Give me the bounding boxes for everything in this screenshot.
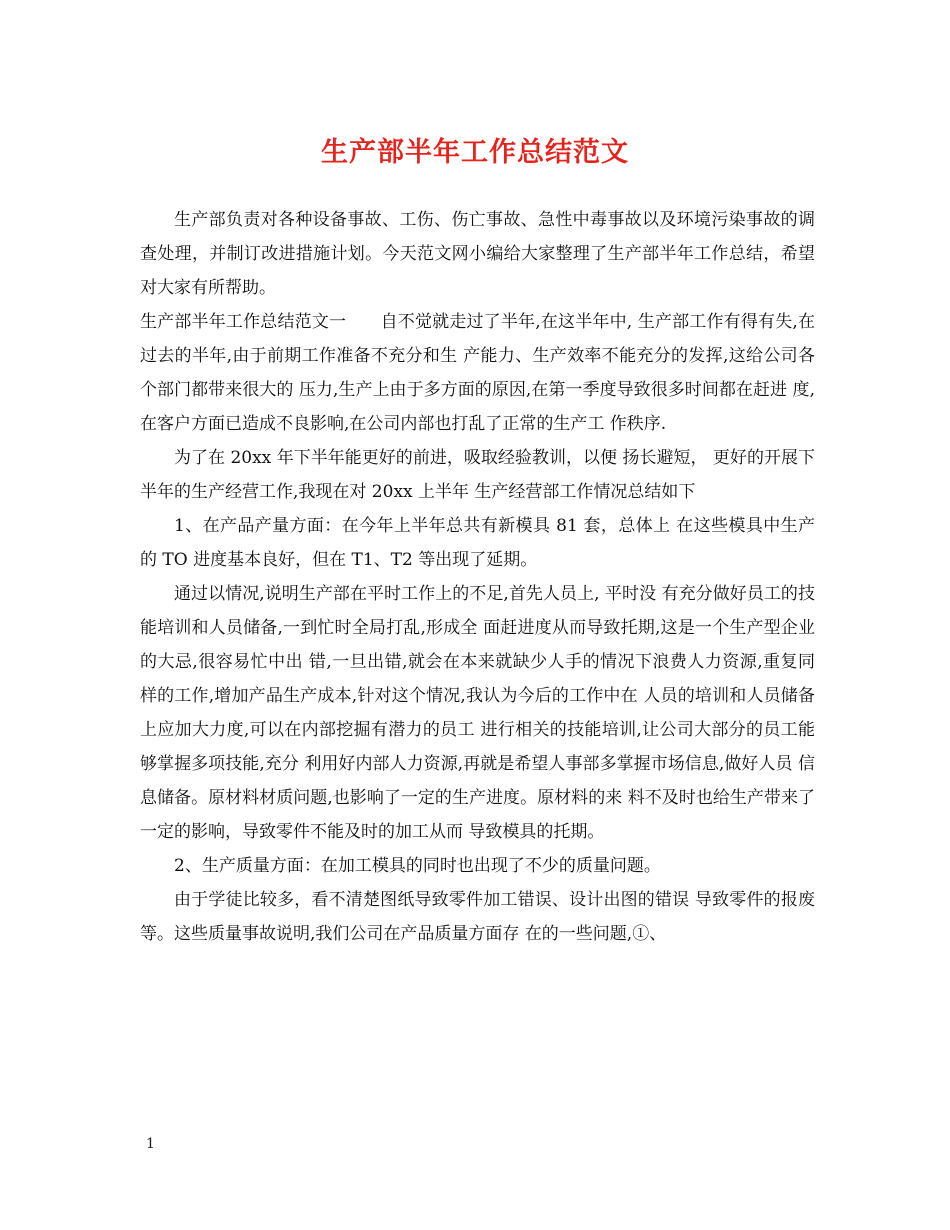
document-body xyxy=(140,203,815,951)
paragraph-quality: 2、生产质量方面：在加工模具的同时也出现了不少的质量问题。 xyxy=(174,856,661,876)
paragraph-quality-detail: 由于学徒比较多，看不清楚图纸导致零件加工错误、设计出图的错误 导致零件的报废等。这些质量事故说明,我们公司在产品质量方面存 在的一些问题,①、 xyxy=(140,890,815,944)
paragraph-shortcomings: 通过以情况,说明生产部在平时工作上的不足,首先人员上, 平时没 有充分做好员工的技能培训和人员储备,一到忙时全局打乱,形成全 面赶进度从而导致托期,这是一个生产型企业的大忌,很容易忙中出 错,一旦出错,就会在本来就缺少人手的情况下浪费人力资源,重复同 样的工作,增加产品生产成本,针对这个情况,我认为今后的工作中在 人员的培训和人员储备上应加大力度,可以在内部挖掘有潜力的员工 进行相关的技能培训,让公司大部分的员工能够掌握多项技能,充分 利用好内部人力资源,再就是希望人事部多掌握市场信息,做好人员 信息储备。原材料材质问题,也影响了一定的生产进度。原材料的来 料不及时也给生产带来了一定的影响，导致零件不能及时的加工从而 导致模具的托期。 xyxy=(140,584,815,842)
paragraph-plan: 为了在 20xx 年下半年能更好的前进，吸取经验教训，以便 扬长避短， 更好的开展下半年的生产经营工作,我现在对 20xx 上半年 生产经营部工作情况总结如下 xyxy=(140,448,815,502)
document-title: 生产部半年工作总结范文 xyxy=(321,137,629,168)
paragraph-intro: 生产部负责对各种设备事故、工伤、伤亡事故、急性中毒事故以及环境污染事故的调查处理，并制订改进措施计划。今天范文网小编给大家整理了生产部半年工作总结，希望对大家有所帮助。 xyxy=(140,210,815,298)
page-number: 1 xyxy=(146,1136,155,1152)
paragraph-output: 1、在产品产量方面：在今年上半年总共有新模具 81 套，总体上 在这些模具中生产的 TO 进度基本良好，但在 T1、T2 等出现了延期。 xyxy=(140,516,815,570)
paragraph-section-one: 生产部半年工作总结范文一 自不觉就走过了半年,在这半年中, 生产部工作有得有失,在过去的半年,由于前期工作准备不充分和生 产能力、生产效率不能充分的发挥,这给公司各个部门都带来很大的 压力,生产上由于多方面的原因,在第一季度导致很多时间都在赶进 度,在客户方面已造成不良影响,在公司内部也打乱了正常的生产工 作秩序. xyxy=(140,312,815,434)
